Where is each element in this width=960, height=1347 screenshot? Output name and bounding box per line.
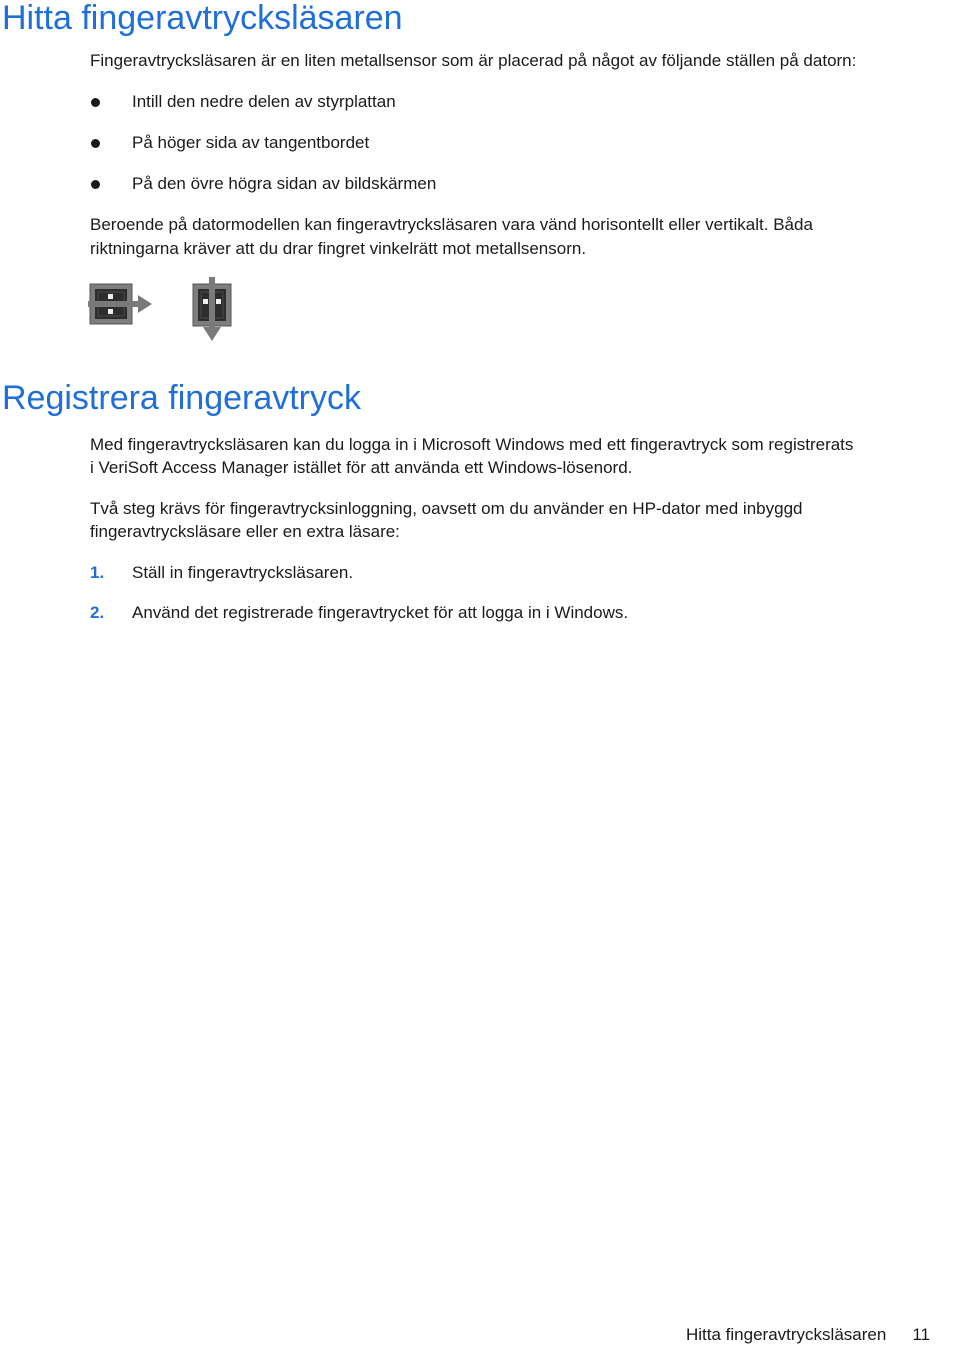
bullet-icon: [91, 180, 100, 189]
step-text: Ställ in fingeravtrycksläsaren.: [132, 563, 354, 582]
page-number: 11: [912, 1325, 930, 1344]
step-number: 2.: [90, 603, 105, 622]
enroll-paragraph-line-2: i VeriSoft Access Manager istället för att använda ett Windows-lösenord.: [90, 458, 633, 477]
page-footer: [686, 1323, 930, 1347]
steps-intro-line-2: fingeravtrycksläsare eller en extra läsare:: [90, 522, 400, 541]
fingerprint-sensor-vertical-icon: [192, 277, 232, 343]
list-item-text: På höger sida av tangentbordet: [132, 133, 370, 152]
section-title: Registrera fingeravtryck: [2, 379, 362, 417]
bullet-icon: [91, 98, 100, 107]
footer-title: Hitta fingeravtrycksläsaren: [686, 1325, 887, 1344]
enroll-paragraph-line-1: Med fingeravtrycksläsaren kan du logga in i Microsoft Windows med ett fingeravtryck som registrerats: [90, 435, 854, 454]
step-number: 1.: [90, 563, 105, 582]
intro-paragraph: Fingeravtrycksläsaren är en liten metallsensor som är placerad på något av följande ställen på datorn:: [90, 51, 857, 70]
orientation-paragraph-line-1: Beroende på datormodellen kan fingeravtrycksläsaren vara vänd horisontellt eller vertikalt. Båda: [90, 215, 813, 234]
bullet-icon: [91, 139, 100, 148]
list-item-text: På den övre högra sidan av bildskärmen: [132, 174, 437, 193]
step-text: Använd det registrerade fingeravtrycket för att logga in i Windows.: [132, 603, 629, 622]
list-item-text: Intill den nedre delen av styrplattan: [132, 92, 396, 111]
steps-intro-line-1: Två steg krävs för fingeravtrycksinloggning, oavsett om du använder en HP-dator med inbyggd: [90, 499, 803, 518]
orientation-paragraph-line-2: riktningarna kräver att du drar fingret vinkelrätt mot metallsensorn.: [90, 239, 587, 258]
fingerprint-sensor-horizontal-icon: [88, 283, 154, 325]
page-title: Hitta fingeravtrycksläsaren: [2, 0, 403, 37]
